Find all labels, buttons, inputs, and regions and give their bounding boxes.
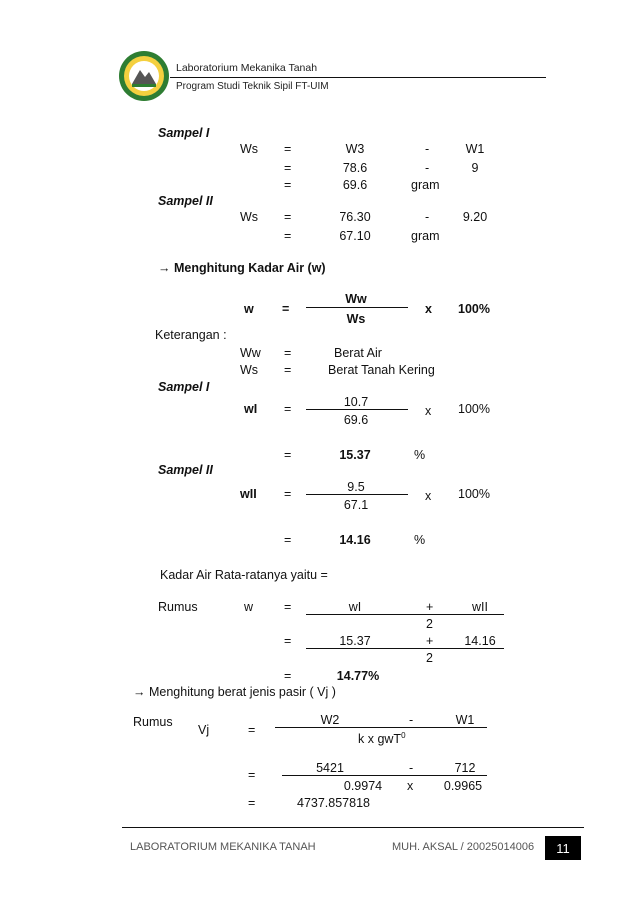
ws-r5-res: 67.10 xyxy=(339,229,371,243)
rata-rumus: Rumus xyxy=(158,600,198,614)
ket2-desc: Berat Tanah Kering xyxy=(328,363,435,377)
s1-unit: % xyxy=(414,448,426,462)
kadar-formula-var: w xyxy=(244,302,254,316)
bj-den xyxy=(358,731,406,746)
rata-a: wI xyxy=(348,600,362,614)
rata-plus: + xyxy=(426,600,434,614)
footer-rule xyxy=(122,827,584,828)
bj-den-sup: 0 xyxy=(401,731,406,740)
ket2-var: Ws xyxy=(240,363,259,377)
bj-den-text: k x gwT xyxy=(358,732,402,747)
s2-num: 9.5 xyxy=(347,480,365,494)
kadar-formula-x: x xyxy=(425,302,432,316)
ws-r1-w3: W3 xyxy=(345,142,365,156)
ws-r1-eq: = xyxy=(284,142,292,156)
ket1-var: Ww xyxy=(240,346,261,360)
page-number: 11 xyxy=(545,836,581,860)
s1-den: 69.6 xyxy=(343,413,369,427)
kadar-formula-eq: = xyxy=(282,302,290,316)
ket1-eq: = xyxy=(284,346,292,360)
s2-eq: = xyxy=(284,487,292,501)
ws-sampel-i-label: Sampel I xyxy=(158,126,210,140)
ws-r4-minus: - xyxy=(425,210,430,224)
kadar-formula-fraction-line xyxy=(306,307,408,308)
ws-r4-b: 9.20 xyxy=(462,210,488,224)
kadar-heading-text: → Menghitung Kadar Air (w) xyxy=(158,261,326,275)
ws-r1-minus: - xyxy=(425,142,430,156)
bj-x: x xyxy=(407,779,414,793)
lab-logo xyxy=(118,50,170,102)
s2-result: 14.16 xyxy=(339,533,371,547)
s2-var: wII xyxy=(240,487,257,501)
ws-r2-a: 78.6 xyxy=(342,161,368,175)
ws-r5-unit: gram xyxy=(411,229,440,243)
bj-fraction-line-1 xyxy=(275,727,487,728)
ket1-desc: Berat Air xyxy=(334,346,382,360)
ws-r2-minus: - xyxy=(425,161,430,175)
s2-den: 67.1 xyxy=(343,498,369,512)
s1-num: 10.7 xyxy=(343,395,369,409)
s1-eq: = xyxy=(284,402,292,416)
rata-eq: = xyxy=(284,600,292,614)
s1-var: wI xyxy=(244,402,258,416)
footer-right: MUH. AKSAL / 20025014006 xyxy=(392,841,535,853)
ws-r1-w1: W1 xyxy=(465,142,485,156)
bj-d2: 0.9965 xyxy=(443,779,483,793)
kadar-sampel-i-label: Sampel I xyxy=(158,380,210,394)
ws-r4-eq: = xyxy=(284,210,292,224)
keterangan-label: Keterangan : xyxy=(155,328,227,342)
bj-minus2: - xyxy=(409,761,414,775)
bj-eq3: = xyxy=(248,796,256,810)
rata-var: w xyxy=(244,600,254,614)
s2-x: x xyxy=(425,489,432,503)
ws-r1-var: Ws xyxy=(240,142,259,156)
rata-fraction-line-1 xyxy=(306,614,504,615)
rata-result: 14.77% xyxy=(336,669,380,683)
rata-b2: 14.16 xyxy=(464,634,496,648)
ws-r3-res: 69.6 xyxy=(342,178,368,192)
bj-rumus: Rumus xyxy=(133,715,173,729)
bj-heading: → Menghitung berat jenis pasir ( Vj ) xyxy=(133,685,336,699)
ws-r3-eq: = xyxy=(284,178,292,192)
kadar-formula-num: Ww xyxy=(345,292,367,306)
header-rule xyxy=(170,77,546,78)
s2-pct: 100% xyxy=(458,487,490,501)
ws-r5-eq: = xyxy=(284,229,292,243)
kadar-formula-pct: 100% xyxy=(458,302,490,316)
kadar-sampel-ii-label: Sampel II xyxy=(158,463,213,477)
ws-r2-b: 9 xyxy=(471,161,479,175)
s2-eq2: = xyxy=(284,533,292,547)
rata-div: 2 xyxy=(426,617,433,631)
rata-plus2: + xyxy=(426,634,434,648)
ws-r4-a: 76.30 xyxy=(339,210,371,224)
rata-div2: 2 xyxy=(426,651,433,665)
ws-r2-eq: = xyxy=(284,161,292,175)
bj-minus: - xyxy=(409,713,414,727)
header-program: Program Studi Teknik Sipil FT-UIM xyxy=(176,81,329,92)
header-lab-name: Laboratorium Mekanika Tanah xyxy=(176,62,318,74)
bj-var: Vj xyxy=(198,723,210,737)
footer-left: LABORATORIUM MEKANIKA TANAH xyxy=(130,841,316,853)
rata-b: wII xyxy=(472,600,488,614)
rata-eq3: = xyxy=(284,669,292,683)
s1-eq2: = xyxy=(284,448,292,462)
bj-n1: W2 xyxy=(320,713,340,727)
ket2-eq: = xyxy=(284,363,292,377)
s2-unit: % xyxy=(414,533,426,547)
s1-pct: 100% xyxy=(458,402,490,416)
ws-sampel-ii-label: Sampel II xyxy=(158,194,213,208)
kadar-formula-den: Ws xyxy=(346,312,366,326)
rata-fraction-line-2 xyxy=(306,648,504,649)
rata-eq2: = xyxy=(284,634,292,648)
bj-fraction-line-2 xyxy=(282,775,487,776)
s1-x: x xyxy=(425,404,432,418)
bj-n2: W1 xyxy=(455,713,475,727)
rata-a2: 15.37 xyxy=(339,634,371,648)
s1-result: 15.37 xyxy=(339,448,371,462)
bj-eq2: = xyxy=(248,768,256,782)
ws-r3-unit: gram xyxy=(411,178,440,192)
bj-v1: 5421 xyxy=(316,761,344,775)
ws-r4-var: Ws xyxy=(240,210,259,224)
rata-label: Kadar Air Rata-ratanya yaitu = xyxy=(160,568,328,582)
bj-d1: 0.9974 xyxy=(343,779,383,793)
s2-fraction-line xyxy=(306,494,408,495)
bj-result: 4737.857818 xyxy=(297,796,370,810)
bj-eq: = xyxy=(248,723,256,737)
s1-fraction-line xyxy=(306,409,408,410)
bj-v2: 712 xyxy=(454,761,476,775)
kadar-heading xyxy=(158,261,326,275)
